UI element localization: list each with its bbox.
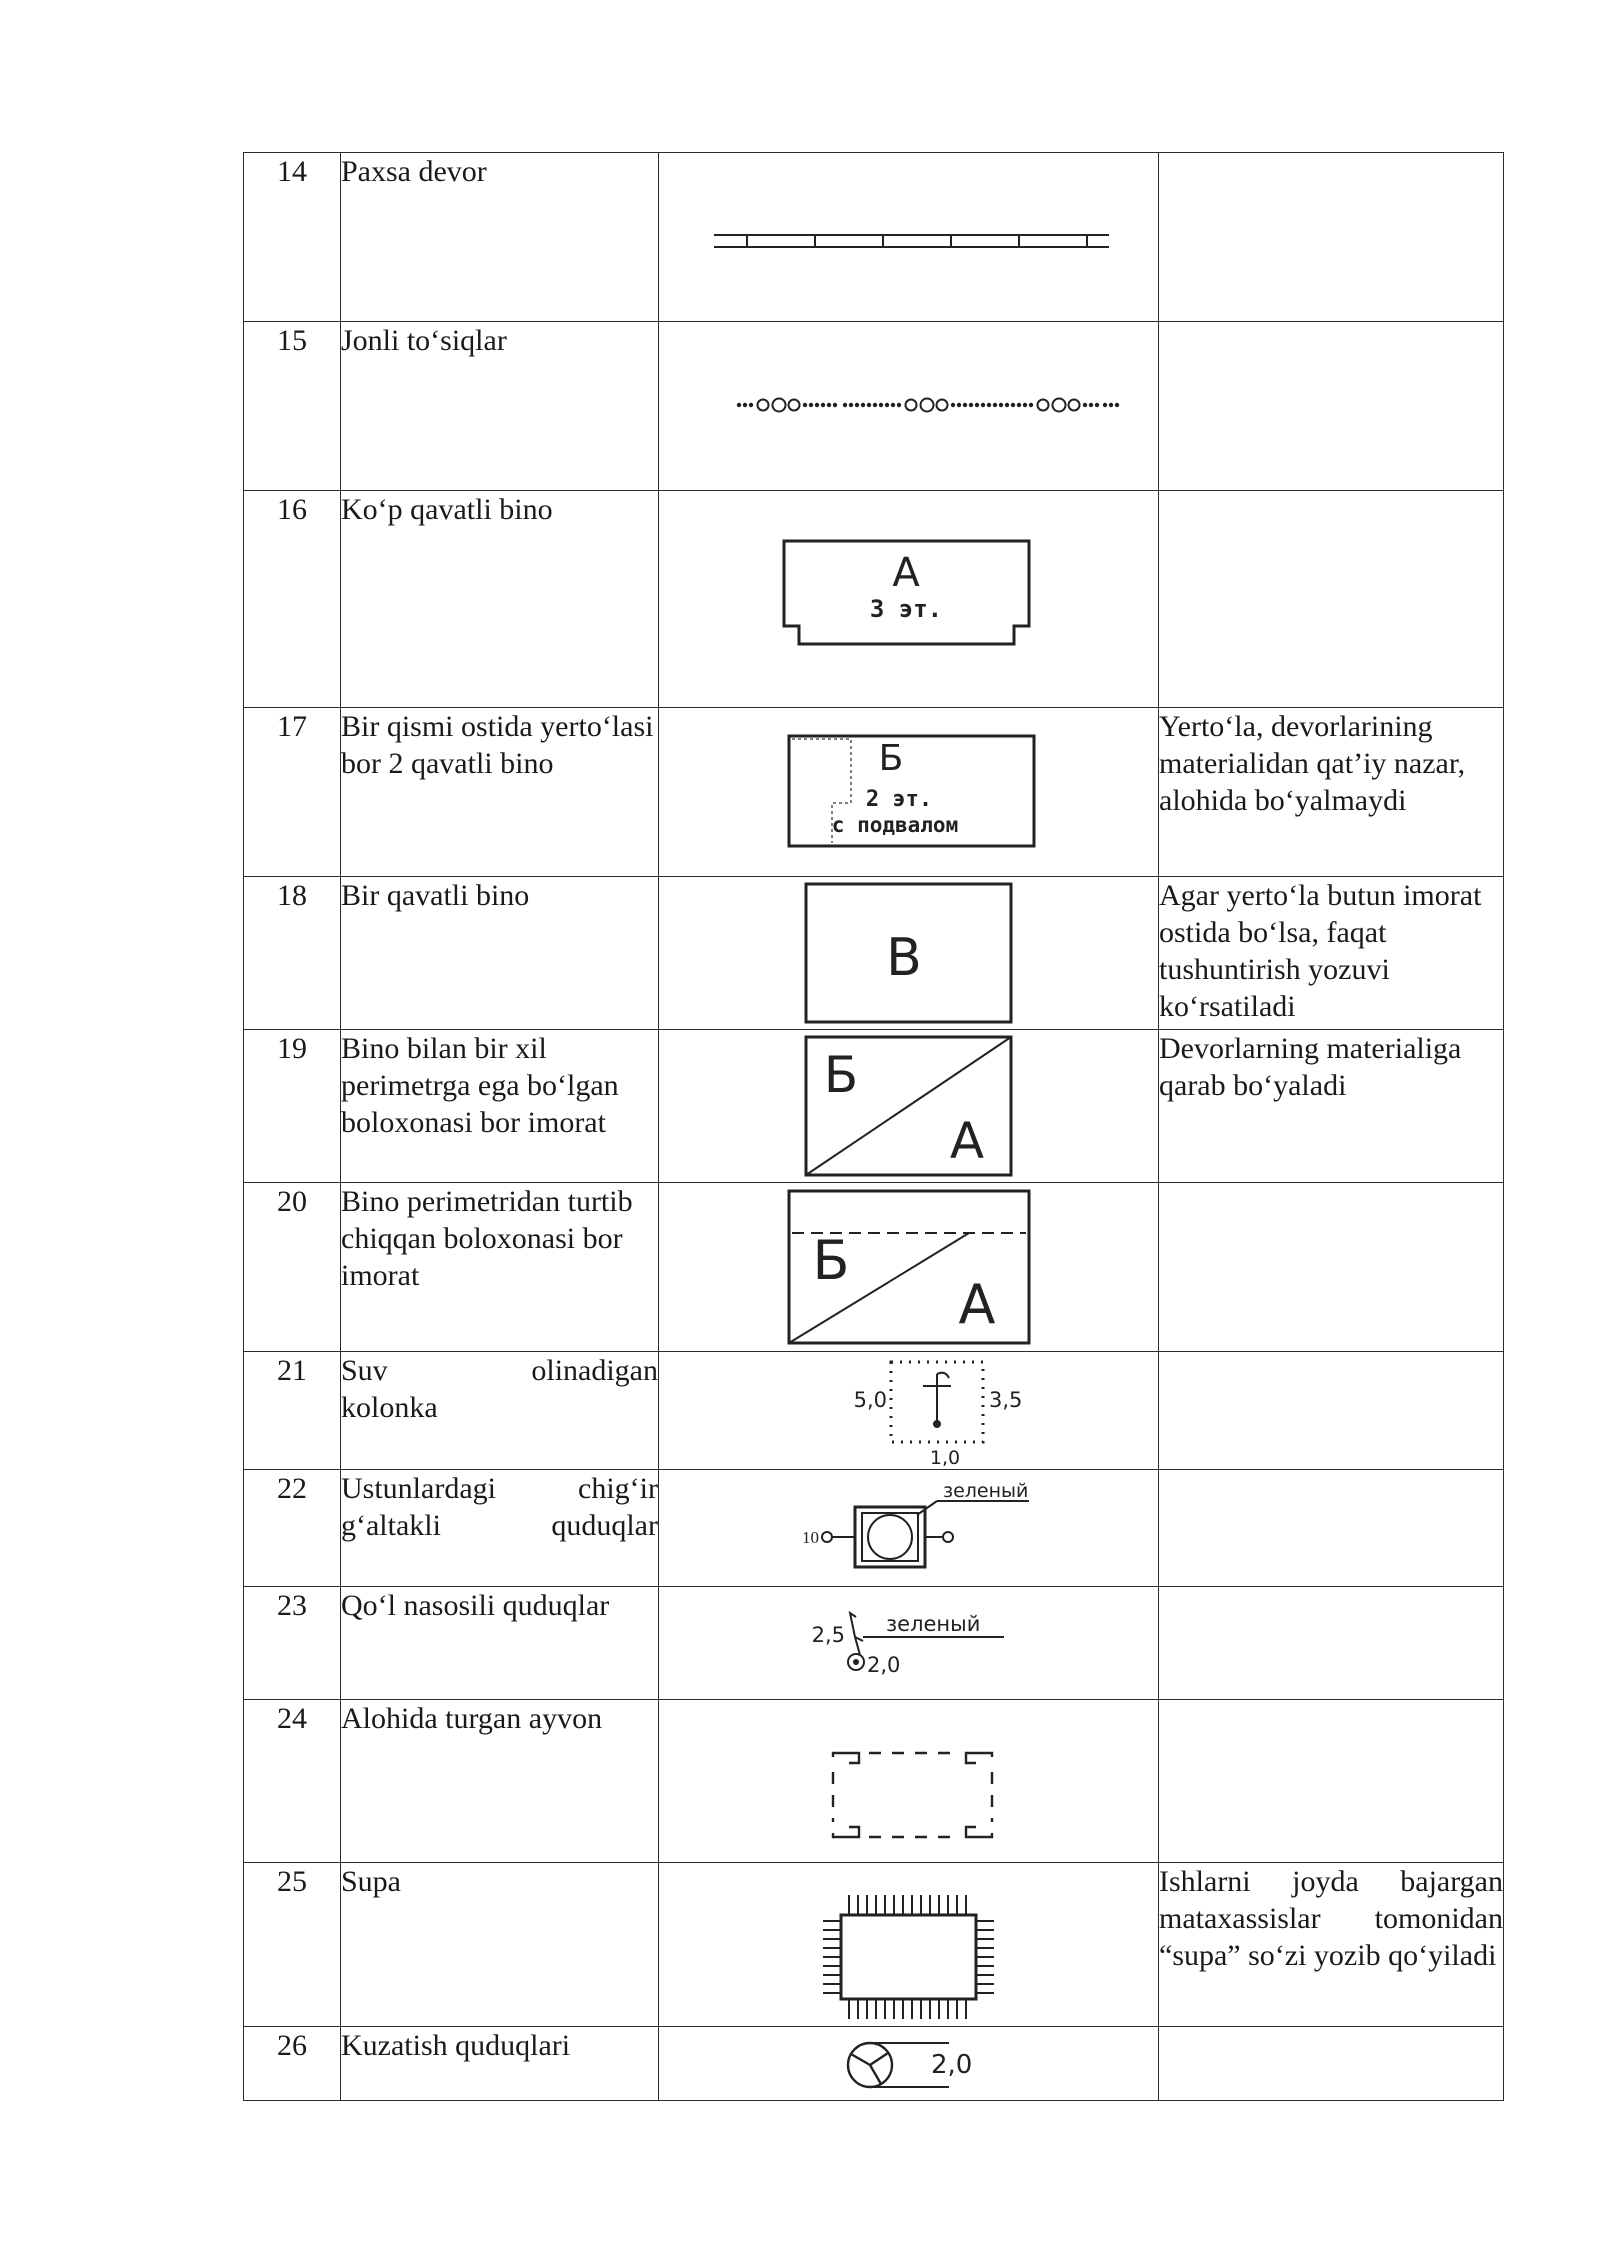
table-row xyxy=(244,1030,1504,1183)
building-letter: В xyxy=(886,928,922,988)
row-note: Agar yerto‘la butun imorat ostida bo‘lsa, faqat tushuntirish yozuvi ko‘rsatiladi xyxy=(1159,877,1504,1030)
lower-letter: А xyxy=(958,1273,996,1336)
adobe-wall-symbol xyxy=(659,153,1159,322)
table-row xyxy=(244,153,1504,322)
row-name: Jonli to‘siqlar xyxy=(341,322,659,491)
row-name: Qo‘l nasosili quduqlar xyxy=(341,1587,659,1700)
row-number: 17 xyxy=(244,708,341,877)
hedge-symbol xyxy=(659,322,1159,491)
symbol-cell xyxy=(659,1352,1159,1470)
row-name: Kuzatish quduqlari xyxy=(341,2027,659,2101)
table-row xyxy=(244,1183,1504,1352)
symbol-cell xyxy=(659,1700,1159,1863)
row-note xyxy=(1159,491,1504,708)
row-name xyxy=(341,1470,659,1587)
symbol-cell xyxy=(659,153,1159,322)
supa-symbol xyxy=(659,1863,1159,2027)
row-note xyxy=(1159,1470,1504,1587)
row-name: Bir qavatli bino xyxy=(341,877,659,1030)
row-name: Bir qismi ostida yerto‘lasi bor 2 qavatli bino xyxy=(341,708,659,877)
row-name: Bino bilan bir xil perimetrga ega bo‘lgan boloxonasi bor imorat xyxy=(341,1030,659,1183)
row-name: Ko‘p qavatli bino xyxy=(341,491,659,708)
basement-label: с подвалом xyxy=(831,813,959,837)
row-number: 19 xyxy=(244,1030,341,1183)
row-number: 16 xyxy=(244,491,341,708)
lower-letter: А xyxy=(949,1112,985,1170)
table-row xyxy=(244,2027,1504,2101)
row-number: 15 xyxy=(244,322,341,491)
row-note: Ishlarni joyda bajargan mataxassislar tomonidan “supa” so‘zi yozib qo‘yiladi xyxy=(1159,1863,1504,2027)
building-letter: А xyxy=(892,550,920,596)
symbol-cell xyxy=(659,1030,1159,1183)
floors-label: 3 эт. xyxy=(869,595,943,623)
row-name: Alohida turgan ayvon xyxy=(341,1700,659,1863)
row-name-line: kolonka xyxy=(341,1391,438,1424)
water-column-symbol xyxy=(659,1352,1159,1470)
left-dimension: 5,0 xyxy=(853,1388,887,1412)
row-number: 14 xyxy=(244,153,341,322)
depth-label: 2,0 xyxy=(931,2050,973,2080)
right-dimension: 3,5 xyxy=(989,1388,1023,1412)
row-note xyxy=(1159,1183,1504,1352)
row-name xyxy=(341,1352,659,1470)
table-row xyxy=(244,491,1504,708)
table-row xyxy=(244,322,1504,491)
row-note xyxy=(1159,1352,1504,1470)
table-row xyxy=(244,708,1504,877)
observation-well-symbol xyxy=(659,2027,1159,2101)
left-dimension: 2,5 xyxy=(811,1623,845,1647)
symbol-cell xyxy=(659,1863,1159,2027)
hand-pump-well-symbol xyxy=(659,1587,1159,1700)
upper-letter: Б xyxy=(812,1229,850,1292)
bottom-dimension: 2,0 xyxy=(867,1653,901,1677)
table-row xyxy=(244,1587,1504,1700)
upper-letter: Б xyxy=(823,1046,859,1104)
row-name: Bino perimetridan turtib chiqqan boloxonasi bor imorat xyxy=(341,1183,659,1352)
floors-label: 2 эт. xyxy=(865,787,933,812)
row-note xyxy=(1159,153,1504,322)
row-name-line: Ustunlardagi chig‘ir xyxy=(341,1472,658,1505)
two-story-basement-symbol xyxy=(659,708,1159,877)
row-number: 26 xyxy=(244,2027,341,2101)
symbol-cell xyxy=(659,708,1159,877)
row-number: 23 xyxy=(244,1587,341,1700)
bottom-dimension: 1,0 xyxy=(929,1447,961,1469)
symbol-cell xyxy=(659,491,1159,708)
row-note xyxy=(1159,322,1504,491)
table-row xyxy=(244,1352,1504,1470)
row-number: 24 xyxy=(244,1700,341,1863)
row-note xyxy=(1159,2027,1504,2101)
row-number: 20 xyxy=(244,1183,341,1352)
multistory-building-symbol xyxy=(659,491,1159,708)
symbol-cell xyxy=(659,1587,1159,1700)
symbol-cell xyxy=(659,1470,1159,1587)
building-letter: Б xyxy=(878,738,904,779)
color-label: зеленый xyxy=(886,1612,981,1636)
symbol-cell xyxy=(659,877,1159,1030)
building-with-upper-room-symbol xyxy=(659,1030,1159,1183)
row-note: Yerto‘la, devorlarining materialidan qat’iy nazar, alohida bo‘yalmaydi xyxy=(1159,708,1504,877)
row-note: Devorlarning materialiga qarab bo‘yaladi xyxy=(1159,1030,1504,1183)
table-row xyxy=(244,1700,1504,1863)
row-number: 25 xyxy=(244,1863,341,2027)
symbol-cell xyxy=(659,2027,1159,2101)
row-number: 18 xyxy=(244,877,341,1030)
row-name: Supa xyxy=(341,1863,659,2027)
symbol-cell xyxy=(659,1183,1159,1352)
color-label: зеленый xyxy=(943,1480,1029,1502)
one-story-building-symbol xyxy=(659,877,1159,1030)
left-dimension: 10 xyxy=(802,1528,819,1547)
row-number: 21 xyxy=(244,1352,341,1470)
row-name-line: Suv olinadigan xyxy=(341,1354,658,1387)
table-row xyxy=(244,877,1504,1030)
building-protruding-upper-room-symbol xyxy=(659,1183,1159,1352)
row-note xyxy=(1159,1587,1504,1700)
row-name: Paxsa devor xyxy=(341,153,659,322)
table-row xyxy=(244,1863,1504,2027)
row-note xyxy=(1159,1700,1504,1863)
table-row xyxy=(244,1470,1504,1587)
row-name-line: g‘altakli quduqlar xyxy=(341,1509,658,1542)
winch-well-symbol xyxy=(659,1470,1159,1587)
symbols-table xyxy=(243,152,1504,2101)
veranda-symbol xyxy=(659,1700,1159,1863)
row-number: 22 xyxy=(244,1470,341,1587)
symbol-cell xyxy=(659,322,1159,491)
